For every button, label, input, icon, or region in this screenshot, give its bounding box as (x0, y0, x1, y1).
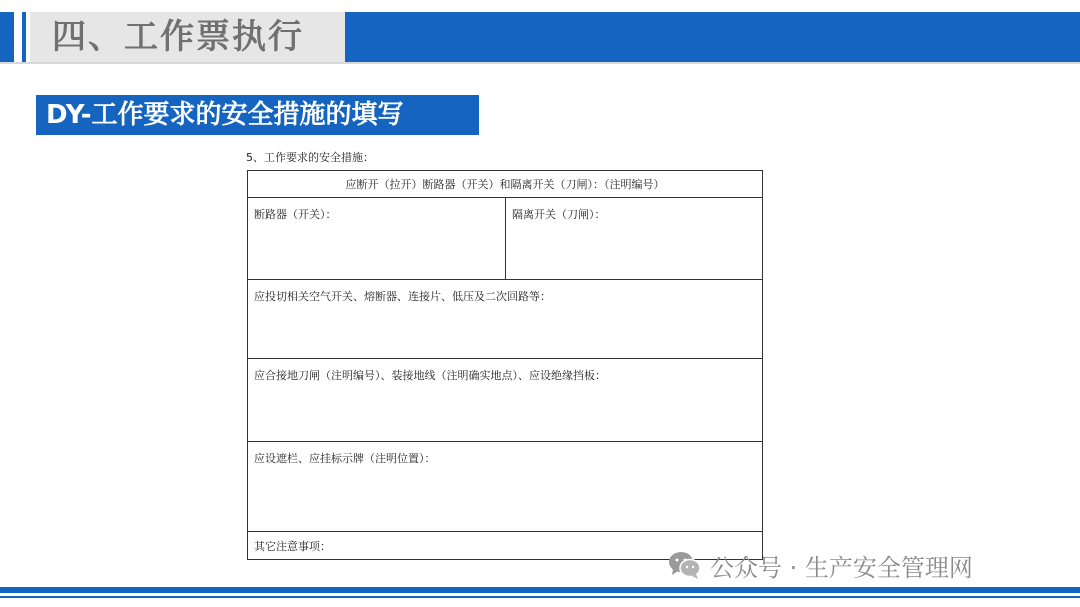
footer-bar (0, 587, 1080, 593)
wechat-icon (668, 550, 702, 580)
header-divider (0, 62, 1080, 64)
form-row-barriers (248, 442, 762, 532)
form-row-switches (248, 280, 762, 359)
notes-label: 其它注意事项： (254, 540, 331, 553)
watermark-text: 公众号 · 生产安全管理网 (710, 553, 973, 582)
watermark (668, 548, 973, 582)
footer-line (0, 596, 1080, 598)
barriers-label: 应设遮栏、应挂标示牌（注明位置）： (254, 452, 436, 465)
header-accent-stripe (0, 12, 14, 62)
grounding-label: 应合接地刀闸（注明编号）、装接地线（注明确实地点）、应设绝缘挡板： (254, 369, 606, 382)
page-title: 四、工作票执行 (52, 17, 304, 57)
breaker-label: 断路器（开关）： (254, 208, 337, 221)
header-accent-thin-stripe (22, 12, 26, 62)
form-row-grounding (248, 359, 762, 442)
form-header-row: 应断开（拉开）断路器（开关）和隔离开关（刀闸）：（注明编号） (248, 171, 762, 198)
form-caption: 5、工作要求的安全措施： (246, 151, 374, 164)
breaker-cell (248, 198, 506, 279)
section-subtitle: DY-工作要求的安全措施的填写 (36, 95, 479, 135)
disconnector-cell (506, 198, 762, 279)
switches-label: 应投切相关空气开关、熔断器、连接片、低压及二次回路等： (254, 290, 551, 303)
header-blue-bar (345, 12, 1080, 62)
disconnector-label: 隔离开关（刀闸）： (512, 208, 606, 221)
form-row-switchgear (248, 198, 762, 280)
safety-measures-form (247, 170, 763, 560)
